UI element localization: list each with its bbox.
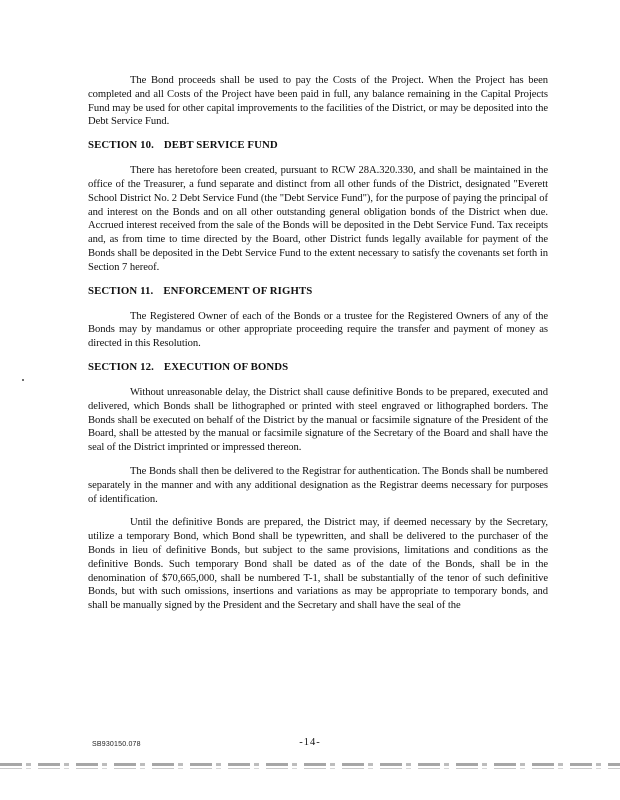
section-number: SECTION 10. — [88, 139, 154, 152]
section-title: ENFORCEMENT OF RIGHTS — [163, 284, 313, 297]
document-code: SB930150.078 — [92, 741, 141, 748]
scan-artifact-line — [0, 763, 620, 766]
section-number: SECTION 12. — [88, 360, 154, 373]
intro-paragraph: The Bond proceeds shall be used to pay the Costs of the Project. When the Project has been completed and all Costs of the Project have been paid in full, any balance remaining in the Capital Projects Fund may be used for other capital improvements to the facilities of the District, or may be deposited into the Debt Service Fund. — [88, 75, 548, 128]
scan-artifact-line — [0, 768, 620, 769]
section-11-heading — [88, 285, 548, 298]
section-number: SECTION 11. — [88, 284, 154, 297]
section-10-heading — [88, 139, 548, 152]
section-12-paragraph: The Bonds shall then be delivered to the Registrar for authentication. The Bonds shall be numbered separately in the manner and with any additional designation as the Registrar deems necessary for purposes of identification. — [88, 465, 548, 505]
section-12-paragraph: Without unreasonable delay, the District shall cause definitive Bonds to be prepared, executed and delivered, which Bonds shall be lithographed or printed with steel engraved or lithographed borders. The Bonds shall be executed on behalf of the District by the manual or facsimile signature of the President of the Board, shall be attested by the manual or facsimile signature of the Secretary of the Board and shall have the seal of the District imprinted or impressed thereon. — [88, 386, 548, 454]
document-body — [88, 74, 548, 623]
section-12-paragraph: Until the definitive Bonds are prepared, the District may, if deemed necessary by the Secretary, utilize a temporary Bond, which Bond shall be typewritten, and shall be delivered to the purchaser of the Bonds in lieu of definitive Bonds, but subject to the same provisions, limitations and conditions as the definitive Bonds. Such temporary Bond shall be dated as of the date of the Bonds, shall be in the denomination of $70,665,000, shall be numbered T-1, shall be substantially of the tenor of such definitive Bonds, but with such omissions, insertions and variations as may be appropriate to temporary bonds, and shall be manually signed by the President and the Secretary and shall have the seal of the — [88, 517, 548, 612]
section-12-heading — [88, 361, 548, 374]
section-10-paragraph: There has heretofore been created, pursuant to RCW 28A.320.330, and shall be maintained in the office of the Treasurer, a fund separate and distinct from all other funds of the District, designated "Everett School District No. 2 Debt Service Fund (the "Debt Service Fund"), for the purpose of paying the principal of and interest on the Bonds and on all other outstanding general obligation bonds of the District when due. Accrued interest received from the sale of the Bonds will be deposited in the Debt Service Fund. Tax receipts and, as from time to time directed by the Board, other District funds legally available for payment of the Bonds shall be deposited in the Debt Service Fund to the extent necessary to satisfy the covenants set forth in Section 7 hereof. — [88, 165, 548, 273]
page-number: -14- — [299, 737, 321, 748]
section-title: DEBT SERVICE FUND — [163, 139, 278, 152]
section-title: EXECUTION OF BONDS — [163, 360, 289, 373]
scan-speck — [22, 379, 24, 381]
section-11-paragraph: The Registered Owner of each of the Bonds or a trustee for the Registered Owners of any of the Bonds may by mandamus or other appropriate proceeding require the transfer and payment of money as directed in this Resolution. — [88, 310, 548, 350]
